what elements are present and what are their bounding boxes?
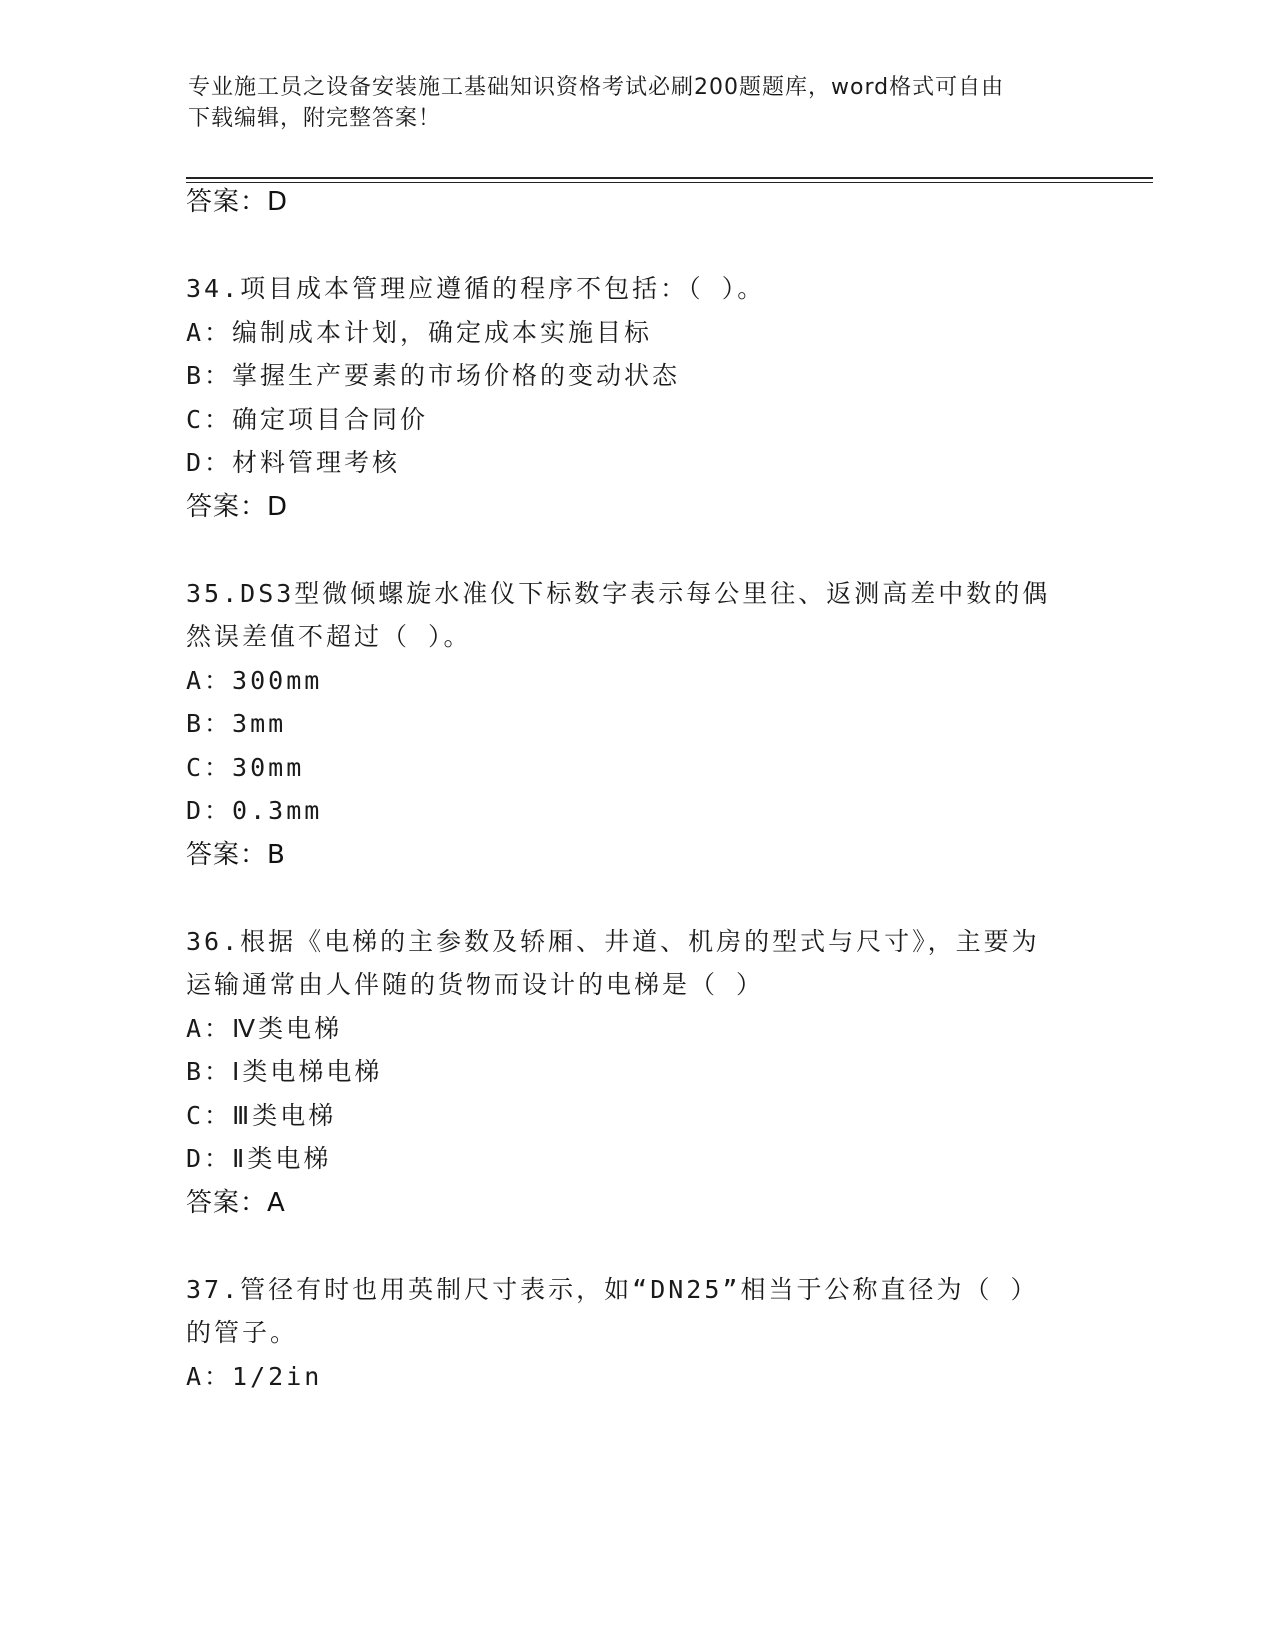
question-36-option-a: A：Ⅳ类电梯 (186, 1014, 343, 1043)
header-divider-thick (186, 177, 1153, 179)
question-35-stem-line-1: 35.DS3型微倾螺旋水准仪下标数字表示每公里往、返测高差中数的偶 (186, 579, 1051, 608)
answer-33: 答案：D (186, 187, 289, 217)
question-35-option-c: C：30mm (186, 753, 305, 782)
question-36-stem-line-2: 运输通常由人伴随的货物而设计的电梯是（ ） (186, 970, 765, 999)
answer-35: 答案：B (186, 840, 286, 870)
answer-34: 答案：D (186, 492, 289, 522)
header-line-2: 下载编辑，附完整答案！ (188, 106, 442, 131)
question-37-option-a: A：1/2in (186, 1362, 323, 1391)
question-36-stem-line-1: 36.根据《电梯的主参数及轿厢、井道、机房的型式与尺寸》，主要为 (186, 927, 1040, 956)
question-36-option-b: B：Ⅰ类电梯电梯 (186, 1057, 383, 1086)
question-37-stem-line-2: 的管子。 (186, 1318, 299, 1347)
question-35-stem-line-2: 然误差值不超过（ ）。 (186, 622, 472, 651)
question-37-stem-line-1: 37.管径有时也用英制尺寸表示，如“DN25”相当于公称直径为（ ） (186, 1275, 1039, 1304)
answer-36: 答案：A (186, 1188, 286, 1218)
question-35-option-a: A：300mm (186, 666, 323, 695)
question-35-option-b: B：3mm (186, 709, 287, 738)
question-36-option-c: C：Ⅲ类电梯 (186, 1101, 337, 1130)
header-line-1: 专业施工员之设备安装施工基础知识资格考试必刷200题题库，word格式可自由 (188, 75, 1005, 100)
question-34-option-b: B：掌握生产要素的市场价格的变动状态 (186, 361, 681, 390)
question-34-option-a: A：编制成本计划，确定成本实施目标 (186, 318, 653, 347)
question-35-option-d: D：0.3mm (186, 796, 323, 825)
question-34-option-d: D：材料管理考核 (186, 448, 401, 477)
header-divider-thin (186, 182, 1153, 183)
question-34-option-c: C：确定项目合同价 (186, 405, 429, 434)
question-36-option-d: D：Ⅱ类电梯 (186, 1144, 332, 1173)
question-34-stem: 34.项目成本管理应遵循的程序不包括：（ ）。 (186, 274, 766, 303)
document-header (188, 72, 1068, 134)
